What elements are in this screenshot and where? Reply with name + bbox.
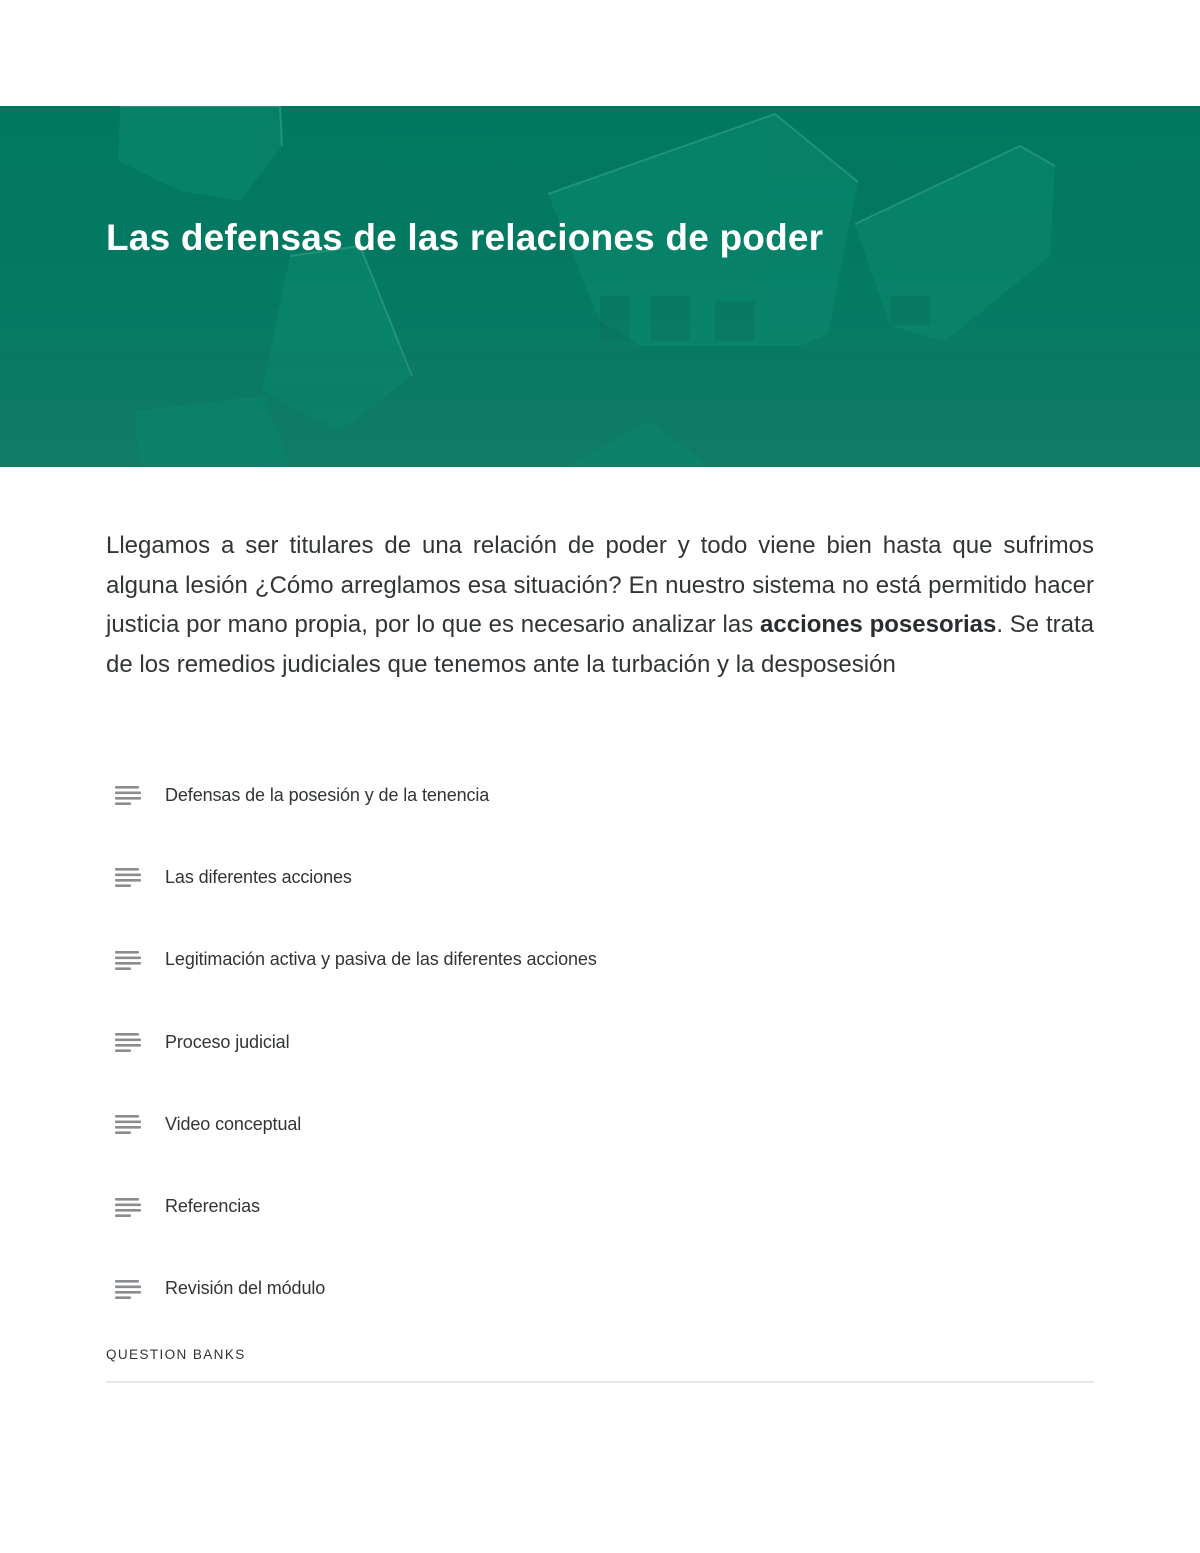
lesson-item-video[interactable]: [106, 1083, 1094, 1165]
intro-bold-term: acciones posesorias: [760, 611, 997, 638]
intro-paragraph: [106, 526, 1094, 684]
text-lines-icon: [115, 1197, 141, 1217]
lesson-label: Las diferentes acciones: [165, 866, 352, 887]
text-lines-icon: [115, 1279, 141, 1299]
page-title: Las defensas de las relaciones de poder: [106, 217, 824, 258]
text-lines-icon: [115, 950, 141, 970]
lesson-item-defensas[interactable]: [106, 754, 1094, 836]
intro-text: Llegamos a ser titulares de una relación de poder y todo viene bien hasta que sufrimos alguna lesión ¿Cómo arreglamos esa situación? En nuestro sistema no está permitido hacer justicia por mano propia, por lo que es necesario analizar las: [106, 532, 1094, 638]
text-lines-icon: [115, 1114, 141, 1134]
text-lines-icon: [115, 785, 141, 805]
lesson-label: Video conceptual: [165, 1113, 302, 1134]
lesson-list: [106, 754, 1094, 1330]
hero-banner: [0, 106, 1200, 467]
hero-background-image: [0, 106, 1200, 467]
section-divider: [106, 1381, 1094, 1383]
lesson-item-revision[interactable]: [106, 1248, 1094, 1330]
text-lines-icon: [115, 1032, 141, 1052]
intro-text-end: . Se trata de los remedios judiciales que tenemos ante la turbación y la desposesión: [106, 611, 1094, 678]
lesson-label: Referencias: [165, 1196, 260, 1217]
lesson-item-proceso[interactable]: [106, 1001, 1094, 1083]
lesson-label: Legitimación activa y pasiva de las diferentes acciones: [165, 949, 597, 970]
lesson-label: Defensas de la posesión y de la tenencia: [165, 784, 490, 805]
lesson-label: Proceso judicial: [165, 1031, 290, 1052]
question-banks-heading: QUESTION BANKS: [106, 1347, 246, 1362]
lesson-label: Revisión del módulo: [165, 1278, 326, 1299]
lesson-item-legitimacion[interactable]: [106, 919, 1094, 1001]
lesson-item-referencias[interactable]: [106, 1165, 1094, 1247]
text-lines-icon: [115, 867, 141, 887]
lesson-item-acciones[interactable]: [106, 836, 1094, 918]
